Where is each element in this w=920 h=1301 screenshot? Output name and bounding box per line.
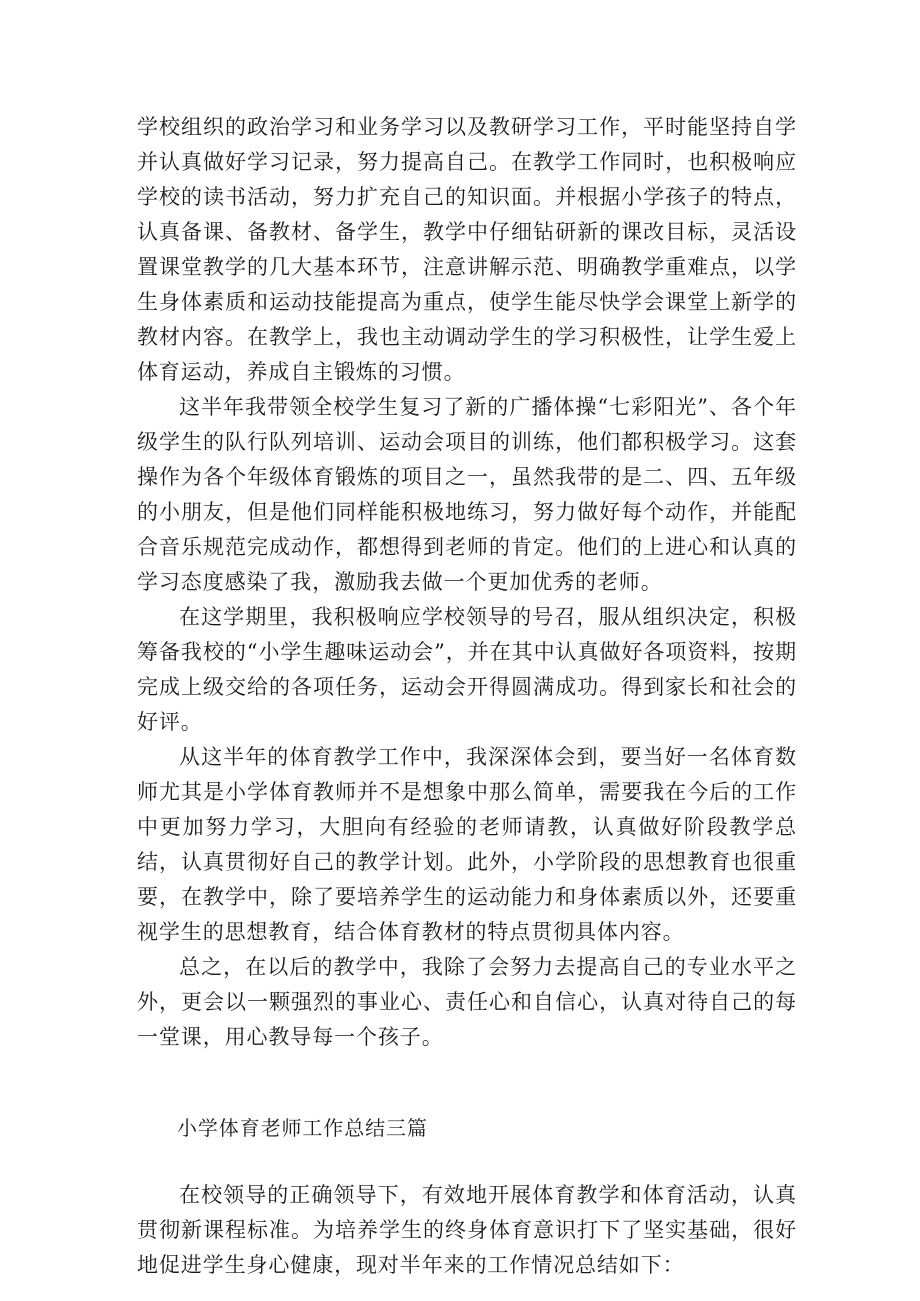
section-paragraph-1: 在校领导的正确领导下，有效地开展体育教学和体育活动，认真贯彻新课程标准。为培养学生的终身体育意识打下了坚实基础，很好地促进学生身心健康，现对半年来的工作情况总结如下：	[137, 1183, 797, 1277]
paragraph-2: 这半年我带领全校学生复习了新的广播体操“七彩阳光”、各个年级学生的队行队列培训、运动会项目的训练，他们都积极学习。这套操作为各个年级体育锻炼的项目之一，虽然我带的是二、四、五年级的小朋友，但是他们同样能积极地练习，努力做好每个动作，并能配合音乐规范完成动作，都想得到老师的肯定。他们的上进心和认真的学习态度感染了我，激励我去做一个更加优秀的老师。	[137, 395, 797, 594]
paragraph-4: 从这半年的体育教学工作中，我深深体会到，要当好一名体育数师尤其是小学体育教师并不是想象中那么简单，需要我在今后的工作中更加努力学习，大胆向有经验的老师请教，认真做好阶段教学总结，认真贯彻好自己的教学计划。此外，小学阶段的思想教育也很重要，在教学中，除了要培养学生的运动能力和身体素质以外，还要重视学生的思想教育，结合体育教材的特点贯彻具体内容。	[137, 745, 797, 944]
paragraph-3: 在这学期里，我积极响应学校领导的号召，服从组织决定，积极筹备我校的“小学生趣味运动会”，并在其中认真做好各项资料，按期完成上级交给的各项任务，运动会开得圆满成功。得到家长和社会的好评。	[137, 605, 797, 734]
paragraph-5: 总之，在以后的教学中，我除了会努力去提高自己的专业水平之外，更会以一颗强烈的事业心、责任心和自信心，认真对待自己的每一堂课，用心教导每一个孩子。	[137, 955, 797, 1049]
section-title: 小学体育老师工作总结三篇	[177, 1116, 428, 1140]
paragraph-1: 学校组织的政治学习和业务学习以及教研学习工作，平时能坚持自学并认真做好学习记录，努力提高自己。在教学工作同时，也积极响应学校的读书活动，努力扩充自己的知识面。并根据小学孩子的特点，认真备课、备教材、备学生，教学中仔细钻研新的课改目标，灵活设置课堂教学的几大基本环节，注意讲解示范、明确教学重难点，以学生身体素质和运动技能提高为重点，使学生能尽快学会课堂上新学的教材内容。在教学上，我也主动调动学生的学习积极性，让学生爱上体育运动，养成自主锻炼的习惯。	[137, 115, 797, 384]
document-body	[137, 110, 797, 1283]
